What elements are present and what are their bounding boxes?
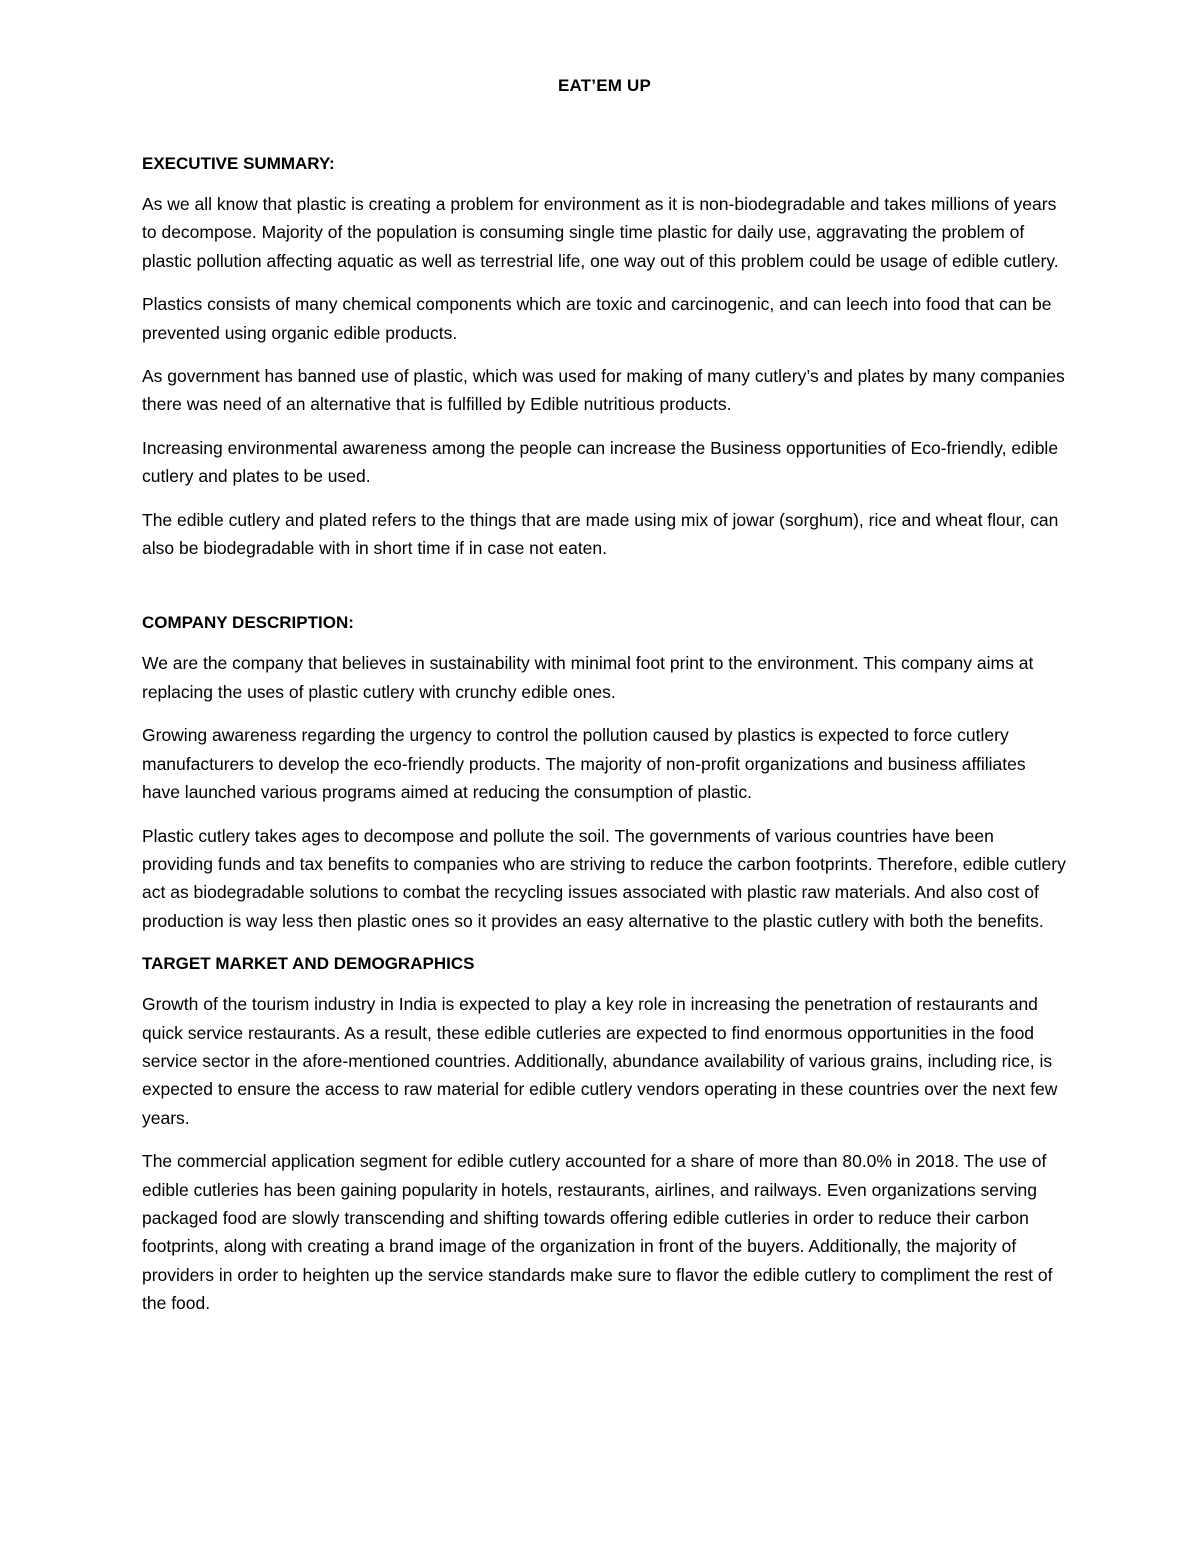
document-title: EAT’EM UP [557,76,652,95]
section-spacer [142,577,1067,609]
paragraph: The commercial application segment for edible cutlery accounted for a share of more than 80.0% in 2018. The use of edible cutleries has been gaining popularity in hotels, restaurants, airlines, and railways. Even organizations serving packaged food are slowly transcending and shifting towards offering edible cutleries in order to reduce their carbon footprints, along with creating a brand image of the organization in front of the buyers. Additionally, the majority of providers in order to heighten up the service standards make sure to flavor the edible cutlery to compliment the rest of the food. [142,1151,1053,1314]
section-heading-executive-summary: EXECUTIVE SUMMARY: [142,154,335,173]
paragraph: As we all know that plastic is creating a problem for environment as it is non-biodegradable and takes millions of years to decompose. Majority of the population is consuming single time plastic for daily use, aggravating the problem of plastic pollution affecting aquatic as well as terrestrial life, one way out of this problem could be usage of edible cutlery. [142,194,1059,271]
paragraph: Growing awareness regarding the urgency to control the pollution caused by plastics is expected to force cutlery manufacturers to develop the eco-friendly products. The majority of non-profit organizations and business affiliates have launched various programs aimed at reducing the consumption of plastic. [142,725,1026,803]
section-heading-company-description: COMPANY DESCRIPTION: [142,613,354,633]
paragraph: As government has banned use of plastic, which was used for making of many cutlery’s and plates by many companies there was need of an alternative that is fulfilled by Edible nutritious products. [142,366,1065,415]
paragraph: Growth of the tourism industry in India is expected to play a key role in increasing the penetration of restaurants and quick service restaurants. As a result, these edible cutleries are expected to find enormous opportunities in the food service sector in the afore-mentioned countries. Additionally, abundance availability of various grains, including rice, is expected to ensure the access to raw material for edible cutlery vendors operating in these countries over the next few years. [142,994,1058,1128]
document-content [142,72,1067,1333]
paragraph: We are the company that believes in sustainability with minimal foot print to the environment. This company aims at replacing the uses of plastic cutlery with crunchy edible ones. [142,653,1034,702]
paragraph: The edible cutlery and plated refers to the things that are made using mix of jowar (sorghum), rice and wheat flour, can also be biodegradable with in short time if in case not eaten. [142,509,1059,559]
paragraph: Increasing environmental awareness among the people can increase the Business opportunities of Eco-friendly, edible cutlery and plates to be used. [142,437,1059,487]
paragraph: Plastic cutlery takes ages to decompose and pollute the soil. The governments of various countries have been providing funds and tax benefits to companies who are striving to reduce the carbon footprints. Therefore, edible cutlery act as biodegradable solutions to combat the recycling issues associated with plastic raw materials. And also cost of production is way less then plastic ones so it provides an easy alternative to the plastic cutlery with both the benefits. [142,825,1066,931]
paragraph: Plastics consists of many chemical components which are toxic and carcinogenic, and can leech into food that can be prevented using organic edible products. [142,294,1052,343]
section-heading-target-market: TARGET MARKET AND DEMOGRAPHICS [142,954,475,974]
